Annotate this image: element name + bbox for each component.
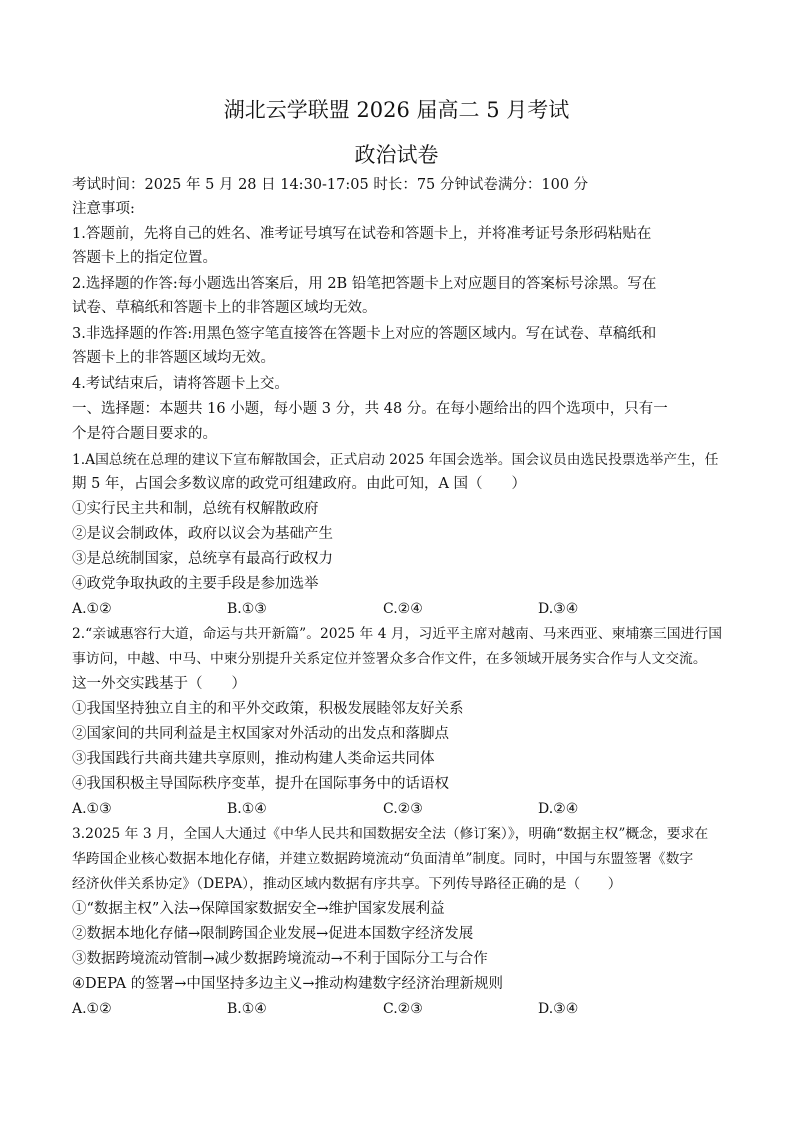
question-1-stem: 1.A国总统在总理的建议下宣布解散国会，正式启动 2025 年国会选举。国会议员由选民投票选举产生，任	[72, 452, 719, 468]
notes-heading: 注意事项:	[72, 201, 135, 217]
option-c: C.②④	[383, 601, 423, 617]
question-2-statement: ④我国积极主导国际秩序变革，提升在国际事务中的话语权	[72, 776, 449, 792]
option-d: D.③④	[538, 601, 579, 617]
question-2-stem: 这一外交实践基于（ ）	[72, 676, 246, 692]
option-b: B.①③	[227, 601, 267, 617]
question-3-statement: ③数据跨境流动管制→减少数据跨境流动→不利于国际分工与合作	[72, 951, 488, 967]
option-c: C.②③	[383, 1001, 423, 1017]
option-b: B.①④	[227, 801, 267, 817]
exam-info: 考试时间：2025 年 5 月 28 日 14:30-17:05 时长：75 分钟试卷满分：100 分	[72, 177, 589, 193]
question-3-stem: 3.2025 年 3 月，全国人大通过《中华人民共和国数据安全法（修订案）》，明确“数据主权”概念，要求在	[72, 826, 709, 842]
notes-line: 3.非选择题的作答:用黑色签字笔直接答在答题卡上对应的答题区域内。写在试卷、草稿纸和	[72, 326, 657, 342]
option-d: D.③④	[538, 1001, 579, 1017]
option-a: A.①②	[72, 1001, 112, 1017]
notes-line: 4.考试结束后，请将答题卡上交。	[72, 376, 289, 392]
option-a: A.①②	[72, 601, 112, 617]
question-2-stem: 事访问，中越、中马、中柬分别提升关系定位并签署众多合作文件，在多领域开展务实合作与人文交流。	[72, 651, 707, 667]
question-1-statement: ③是总统制国家，总统享有最高行政权力	[72, 551, 333, 567]
exam-subtitle: 政治试卷	[354, 143, 439, 167]
question-1-statement: ①实行民主共和制，总统有权解散政府	[72, 501, 319, 517]
exam-title: 湖北云学联盟 2026 届高二 5 月考试	[223, 98, 570, 122]
question-3-statement: ②数据本地化存储→限制跨国企业发展→促进本国数字经济发展	[72, 926, 474, 942]
question-3-statement: ①“数据主权”入法→保障国家数据安全→维护国家发展利益	[72, 901, 445, 917]
notes-line: 2.选择题的作答:每小题选出答案后，用 2B 铅笔把答题卡上对应题目的答案标号涂黑。写在	[72, 276, 657, 292]
question-1-statement: ④政党争取执政的主要手段是参加选举	[72, 576, 319, 592]
question-3-statement: ④DEPA 的签署→中国坚持多边主义→推动构建数字经济治理新规则	[72, 976, 504, 992]
section-heading: 一、选择题：本题共 16 小题，每小题 3 分，共 48 分。在每小题给出的四个选项中，只有一	[72, 401, 668, 417]
question-1-stem: 期 5 年，占国会多数议席的政党可组建政府。由此可知，A 国（ ）	[72, 476, 527, 492]
notes-line: 答题卡上的非答题区域均无效。	[72, 350, 275, 366]
option-d: D.②④	[538, 801, 579, 817]
option-b: B.①④	[227, 1001, 267, 1017]
question-2-stem: 2.“亲诚惠容行大道，命运与共开新篇”。2025 年 4 月，习近平主席对越南、马来西亚、柬埔寨三国进行国	[72, 626, 722, 642]
notes-line: 答题卡上的指定位置。	[72, 250, 217, 266]
notes-line: 1.答题前，先将自己的姓名、准考证号填写在试卷和答题卡上，并将准考证号条形码粘贴在	[72, 226, 652, 242]
question-2-statement: ①我国坚持独立自主的和平外交政策，积极发展睦邻友好关系	[72, 701, 464, 717]
question-1-statement: ②是议会制政体，政府以议会为基础产生	[72, 526, 333, 542]
option-c: C.②③	[383, 801, 423, 817]
question-3-stem: 经济伙伴关系协定》（DEPA），推动区域内数据有序共享。下列传导路径正确的是（ ）	[72, 876, 622, 892]
option-a: A.①③	[72, 801, 112, 817]
notes-line: 试卷、草稿纸和答题卡上的非答题区域均无效。	[72, 300, 377, 316]
question-3-stem: 华跨国企业核心数据本地化存储，并建立数据跨境流动“负面清单”制度。同时，中国与东盟签署《数字	[72, 851, 694, 867]
question-2-statement: ②国家间的共同利益是主权国家对外活动的出发点和落脚点	[72, 726, 449, 742]
section-heading: 个是符合题目要求的。	[72, 426, 217, 442]
question-2-statement: ③我国践行共商共建共享原则，推动构建人类命运共同体	[72, 751, 435, 767]
